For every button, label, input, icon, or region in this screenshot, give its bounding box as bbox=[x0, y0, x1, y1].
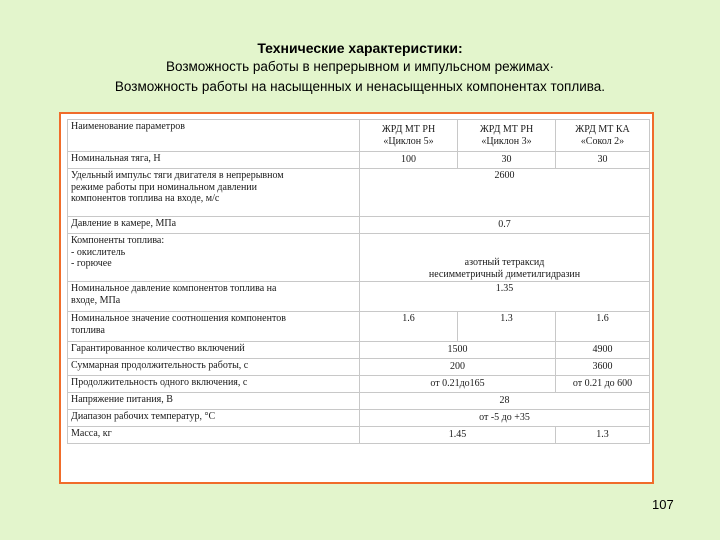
row-value: 1.6 bbox=[360, 312, 458, 342]
table-row-ratio bbox=[68, 312, 650, 342]
table-row-thrust bbox=[68, 152, 650, 169]
table-row-total-time bbox=[68, 359, 650, 376]
slide-title: Технические характеристики: bbox=[257, 40, 463, 56]
header-engine3-line1: ЖРД МТ КА bbox=[575, 124, 630, 135]
row-label: Гарантированное количество включений bbox=[68, 342, 360, 359]
row-label-line: - окислитель bbox=[71, 246, 126, 258]
row-label-line: топлива bbox=[71, 324, 105, 336]
row-label-line: компонентов топлива на входе, м/с bbox=[71, 193, 220, 204]
header-engine3-line2: «Сокол 2» bbox=[580, 135, 625, 147]
table-row-temp-range bbox=[68, 410, 650, 427]
table-row-inlet-pressure bbox=[68, 282, 650, 312]
row-value: 30 bbox=[556, 152, 650, 169]
row-label: Давление в камере, МПа bbox=[68, 217, 360, 234]
row-label-line: Компоненты топлива: bbox=[71, 235, 165, 246]
row-value: 0.7 bbox=[360, 217, 650, 234]
slide-subtitle-line2: Возможность работы на насыщенных и ненасыщенных компонентах топлива. bbox=[114, 79, 606, 94]
row-value: 4900 bbox=[556, 342, 650, 359]
row-value: 100 bbox=[360, 152, 458, 169]
spec-table-frame bbox=[59, 112, 654, 484]
header-engine1-line2: «Циклон 5» bbox=[383, 135, 434, 147]
row-label-line: - горючее bbox=[71, 258, 112, 269]
row-value: от 0.21 до 600 bbox=[556, 376, 650, 393]
row-label: Масса, кг bbox=[68, 427, 360, 444]
row-value: 30 bbox=[458, 152, 556, 169]
row-value: 1.6 bbox=[556, 312, 650, 342]
table-row-voltage bbox=[68, 393, 650, 410]
header-param-label: Наименование параметров bbox=[71, 121, 186, 132]
row-value: 1.3 bbox=[458, 312, 556, 342]
header-engine3 bbox=[556, 120, 650, 152]
row-label: Напряжение питания, В bbox=[68, 393, 360, 410]
table-row-mass bbox=[68, 427, 650, 444]
row-value: 28 bbox=[360, 393, 650, 410]
header-engine2-line1: ЖРД МТ РН bbox=[479, 124, 534, 135]
fuel-value: несимметричный диметилгидразин bbox=[428, 268, 581, 280]
row-value: от -5 до +35 bbox=[360, 410, 650, 427]
row-value bbox=[360, 234, 650, 282]
row-value: 1500 bbox=[360, 342, 556, 359]
row-label bbox=[68, 312, 360, 342]
header-param bbox=[68, 120, 360, 152]
oxidizer-value: азотный тетраксид bbox=[464, 257, 545, 268]
row-label-line: Удельный импульс тяги двигателя в непрерывном bbox=[71, 170, 284, 181]
row-label: Номинальная тяга, Н bbox=[68, 152, 360, 169]
row-label-line: режиме работы при номинальном давлении bbox=[71, 181, 258, 193]
header-engine2 bbox=[458, 120, 556, 152]
row-label bbox=[68, 234, 360, 282]
row-label bbox=[68, 169, 360, 217]
header-engine1 bbox=[360, 120, 458, 152]
slide-subtitle-line1: Возможность работы в непрерывном и импульсном режимах· bbox=[165, 59, 555, 74]
row-label-line: Номинальное давление компонентов топлива на bbox=[71, 283, 277, 294]
row-label bbox=[68, 282, 360, 312]
table-row-single-time bbox=[68, 376, 650, 393]
row-value: 1.45 bbox=[360, 427, 556, 444]
page-number: 107 bbox=[652, 497, 674, 512]
row-label: Суммарная продолжительность работы, с bbox=[68, 359, 360, 376]
table-row-activations bbox=[68, 342, 650, 359]
header-engine1-line1: ЖРД МТ РН bbox=[381, 124, 436, 135]
row-label: Продолжительность одного включения, с bbox=[68, 376, 360, 393]
row-label-line: входе, МПа bbox=[71, 294, 121, 306]
table-row-components bbox=[68, 234, 650, 282]
spec-table bbox=[67, 119, 650, 444]
table-row-pressure bbox=[68, 217, 650, 234]
row-value: 200 bbox=[360, 359, 556, 376]
row-label-line: Номинальное значение соотношения компонентов bbox=[71, 313, 286, 324]
row-value: от 0.21до165 bbox=[360, 376, 556, 393]
row-value: 2600 bbox=[360, 169, 650, 217]
row-value: 3600 bbox=[556, 359, 650, 376]
row-value: 1.35 bbox=[360, 282, 650, 312]
table-header-row bbox=[68, 120, 650, 152]
row-label: Диапазон рабочих температур, °С bbox=[68, 410, 360, 427]
header-engine2-line2: «Циклон 3» bbox=[481, 135, 532, 147]
row-value: 1.3 bbox=[556, 427, 650, 444]
table-row-impulse bbox=[68, 169, 650, 217]
